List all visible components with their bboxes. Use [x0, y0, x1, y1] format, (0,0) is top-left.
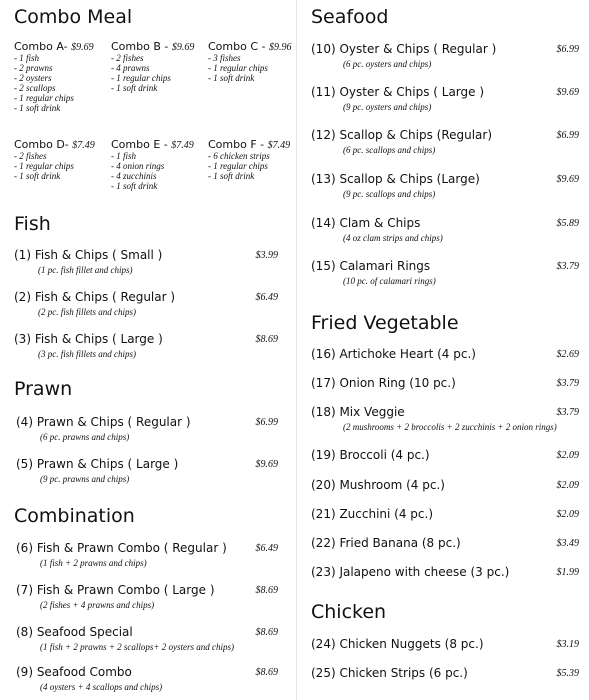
item-price: $3.79	[556, 378, 579, 389]
combo-line: - 1 regular chips	[208, 161, 268, 171]
item-desc: (6 pc. oysters and chips)	[343, 59, 432, 69]
item-price: $9.69	[556, 174, 579, 185]
combo-line: - 1 fish	[14, 53, 40, 63]
combo-line: - 1 regular chips	[14, 161, 74, 171]
combo-line: - 1 soft drink	[208, 171, 255, 181]
item-price: $9.69	[255, 459, 278, 470]
item-name: (8) Seafood Special	[16, 625, 133, 639]
combo-line: - 2 fishes	[14, 151, 47, 161]
item-price: $6.49	[255, 543, 278, 554]
item-name: (1) Fish & Chips ( Small )	[14, 248, 163, 262]
combo-price: $9.96	[268, 42, 292, 53]
item-price: $8.69	[255, 627, 278, 638]
item-price: $2.09	[556, 450, 579, 461]
item-price: $5.39	[556, 668, 579, 679]
item-price: $5.89	[556, 218, 579, 229]
heading-fried-vegetable: Fried Vegetable	[311, 312, 459, 334]
combo-f	[208, 138, 306, 181]
item-price: $1.99	[556, 567, 579, 578]
combo-line: - 2 oysters	[14, 73, 52, 83]
combo-line: - 2 scallops	[14, 83, 56, 93]
item-desc: (10 pc. of calamari rings)	[343, 276, 436, 286]
item-name: (2) Fish & Chips ( Regular )	[14, 290, 176, 304]
item-desc: (3 pc. fish fillets and chips)	[38, 349, 136, 359]
item-name: (6) Fish & Prawn Combo ( Regular )	[16, 541, 227, 555]
item-price: $3.79	[556, 407, 579, 418]
combo-line: - 6 chicken strips	[208, 151, 270, 161]
combo-line: - 1 soft drink	[14, 103, 61, 113]
item-desc: (9 pc. prawns and chips)	[40, 474, 130, 484]
combo-d	[14, 138, 112, 181]
item-price: $6.99	[255, 417, 278, 428]
item-desc: (2 pc. fish fillets and chips)	[38, 307, 136, 317]
item-desc: (2 mushrooms + 2 broccolis + 2 zucchinis + 2 onion rings)	[343, 422, 557, 432]
combo-line: - 1 soft drink	[111, 83, 158, 93]
combo-title: Combo A-	[14, 40, 68, 53]
item-name: (20) Mushroom (4 pc.)	[311, 478, 445, 492]
heading-fish: Fish	[14, 213, 51, 235]
heading-seafood: Seafood	[311, 6, 389, 28]
combo-title: Combo B -	[111, 40, 169, 53]
combo-e	[111, 138, 209, 191]
combo-line: - 2 prawns	[14, 63, 53, 73]
item-price: $2.69	[556, 349, 579, 360]
combo-price: $9.69	[71, 42, 94, 53]
combo-b	[111, 40, 209, 93]
item-name: (9) Seafood Combo	[16, 665, 132, 679]
item-name: (4) Prawn & Chips ( Regular )	[16, 415, 191, 429]
item-desc: (1 pc. fish fillet and chips)	[38, 265, 133, 275]
combo-title: Combo F -	[208, 138, 265, 151]
combo-line: - 1 fish	[111, 151, 137, 161]
combo-title: Combo D-	[14, 138, 69, 151]
item-name: (10) Oyster & Chips ( Regular )	[311, 42, 497, 56]
item-name: (15) Calamari Rings	[311, 259, 431, 273]
item-name: (7) Fish & Prawn Combo ( Large )	[16, 583, 215, 597]
item-price: $3.99	[255, 250, 278, 261]
item-desc: (4 oysters + 4 scallops and chips)	[40, 682, 163, 692]
item-desc: (9 pc. scallops and chips)	[343, 189, 436, 199]
heading-combo-meal: Combo Meal	[14, 6, 133, 28]
item-name: (11) Oyster & Chips ( Large )	[311, 85, 485, 99]
item-name: (5) Prawn & Chips ( Large )	[16, 457, 179, 471]
item-name: (19) Broccoli (4 pc.)	[311, 448, 430, 462]
item-desc: (9 pc. oysters and chips)	[343, 102, 432, 112]
item-name: (17) Onion Ring (10 pc.)	[311, 376, 456, 390]
combo-line: - 4 zucchinis	[111, 171, 157, 181]
item-price: $6.99	[556, 130, 579, 141]
item-name: (22) Fried Banana (8 pc.)	[311, 536, 461, 550]
item-name: (21) Zucchini (4 pc.)	[311, 507, 434, 521]
item-price: $8.69	[255, 667, 278, 678]
combo-c	[208, 40, 306, 83]
item-desc: (4 oz clam strips and chips)	[343, 233, 443, 243]
combo-title: Combo E -	[111, 138, 168, 151]
combo-line: - 1 soft drink	[14, 171, 61, 181]
combo-price: $7.49	[171, 140, 194, 151]
item-price: $6.99	[556, 44, 579, 55]
item-desc: (1 fish + 2 prawns + 2 scallops+ 2 oysters and chips)	[40, 642, 234, 652]
item-desc: (6 pc. prawns and chips)	[40, 432, 130, 442]
item-name: (3) Fish & Chips ( Large )	[14, 332, 163, 346]
item-name: (25) Chicken Strips (6 pc.)	[311, 666, 468, 680]
item-name: (18) Mix Veggie	[311, 405, 405, 419]
combo-line: - 4 prawns	[111, 63, 150, 73]
heading-chicken: Chicken	[311, 601, 387, 623]
combo-line: - 3 fishes	[208, 53, 241, 63]
combo-price: $9.69	[171, 42, 195, 53]
item-desc: (6 pc. scallops and chips)	[343, 145, 436, 155]
item-price: $6.49	[255, 292, 278, 303]
column-divider	[296, 0, 297, 700]
heading-combination: Combination	[14, 505, 135, 527]
item-name: (12) Scallop & Chips (Regular)	[311, 128, 493, 142]
item-price: $9.69	[556, 87, 579, 98]
combo-line: - 1 soft drink	[208, 73, 255, 83]
combo-price: $7.49	[72, 140, 95, 151]
item-price: $2.09	[556, 480, 579, 491]
heading-prawn: Prawn	[14, 378, 73, 400]
item-price: $2.09	[556, 509, 579, 520]
item-price: $3.19	[556, 639, 579, 650]
combo-line: - 1 regular chips	[111, 73, 171, 83]
item-name: (16) Artichoke Heart (4 pc.)	[311, 347, 476, 361]
combo-line: - 1 soft drink	[111, 181, 158, 191]
combo-line: - 1 regular chips	[208, 63, 268, 73]
item-name: (14) Clam & Chips	[311, 216, 421, 230]
combo-line: - 2 fishes	[111, 53, 144, 63]
item-price: $3.49	[556, 538, 579, 549]
item-name: (13) Scallop & Chips (Large)	[311, 172, 480, 186]
item-price: $8.69	[255, 585, 278, 596]
combo-line: - 4 onion rings	[111, 161, 165, 171]
combo-line: - 1 regular chips	[14, 93, 74, 103]
combo-a	[14, 40, 112, 113]
item-name: (23) Jalapeno with cheese (3 pc.)	[311, 565, 510, 579]
combo-price: $7.49	[267, 140, 291, 151]
item-desc: (2 fishes + 4 prawns and chips)	[40, 600, 155, 610]
item-name: (24) Chicken Nuggets (8 pc.)	[311, 637, 484, 651]
item-desc: (1 fish + 2 prawns and chips)	[40, 558, 147, 568]
item-price: $8.69	[255, 334, 278, 345]
item-price: $3.79	[556, 261, 579, 272]
combo-title: Combo C -	[208, 40, 266, 53]
